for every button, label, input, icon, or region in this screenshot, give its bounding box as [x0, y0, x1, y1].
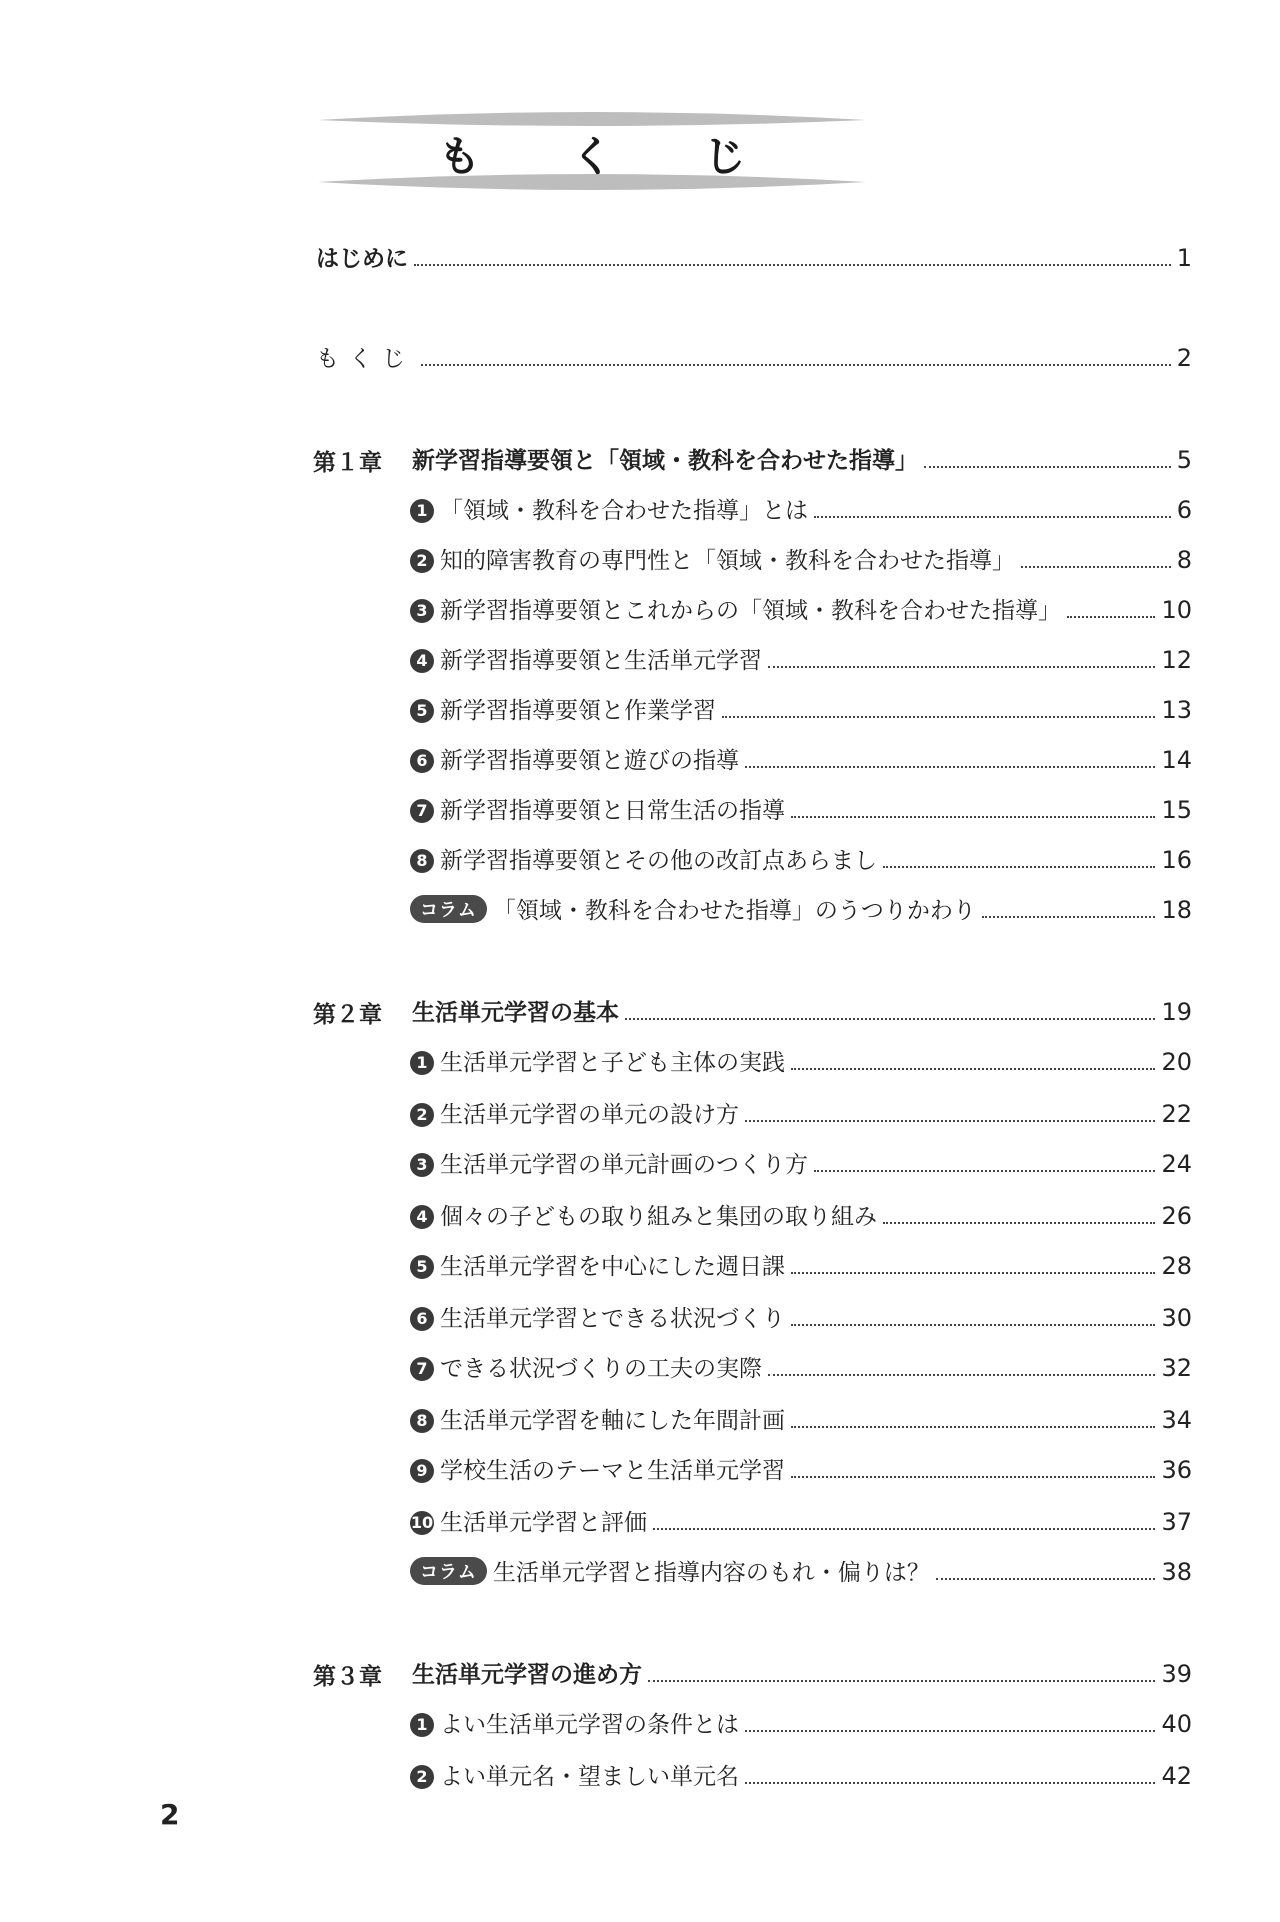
- circled-number-icon: 5: [410, 699, 434, 723]
- toc-entry-row: [0, 588, 1280, 628]
- toc-page-number: 36: [1161, 1456, 1192, 1484]
- toc-entry-row: [0, 688, 1280, 728]
- toc-entry-label: [410, 842, 877, 875]
- toc-entry-title: 生活単元学習と指導内容のもれ・偏りは？: [492, 1560, 930, 1586]
- circled-number-icon: 9: [410, 1459, 434, 1483]
- toc-entry-title: 生活単元学習の基本: [412, 1000, 619, 1026]
- toc-entry-row: [0, 638, 1280, 678]
- toc-entry-row: [0, 1244, 1280, 1284]
- toc-entry-title: 生活単元学習の単元の設け方: [440, 1102, 739, 1128]
- circled-number-icon: 8: [410, 1409, 434, 1433]
- toc-entry-title: 「領域・教科を合わせた指導」のうつりかわり: [492, 898, 976, 924]
- dot-leader: [768, 1374, 1155, 1376]
- column-badge: コラム: [410, 895, 487, 923]
- dot-leader: [791, 1426, 1155, 1428]
- toc-page-number: 30: [1161, 1304, 1192, 1332]
- toc-chapter-row: [0, 438, 1280, 478]
- toc-page-number: 12: [1161, 646, 1192, 674]
- toc-entry-label: [410, 542, 1015, 575]
- toc-entry-title: 「領域・教科を合わせた指導」とは: [440, 498, 808, 524]
- toc-entry-label: [410, 1096, 739, 1129]
- toc-entry-title: 新学習指導要領と生活単元学習: [440, 648, 762, 674]
- toc-entry-label: [410, 1198, 877, 1231]
- toc-page-number: 13: [1161, 696, 1192, 724]
- circled-number-icon: 2: [410, 1103, 434, 1127]
- toc-entry-row: [0, 1754, 1280, 1794]
- toc-entry-row: [0, 538, 1280, 578]
- toc-entry-title: 個々の子どもの取り組みと集団の取り組み: [440, 1204, 877, 1230]
- toc-page-number: 8: [1176, 546, 1192, 574]
- toc-entry-row: [0, 1092, 1280, 1132]
- toc-entry-title: 新学習指導要領と作業学習: [440, 698, 716, 724]
- toc-entry-title: 生活単元学習とできる状況づくり: [440, 1306, 785, 1332]
- dot-leader: [814, 1170, 1155, 1172]
- dot-leader: [791, 816, 1155, 818]
- toc-entry-label: [410, 642, 762, 675]
- chapter-number: 第３章: [313, 1664, 382, 1690]
- circled-number-icon: 4: [410, 649, 434, 673]
- toc-entry-title: よい単元名・望ましい単元名: [440, 1764, 739, 1790]
- toc-entry-label: [410, 1402, 785, 1435]
- toc-entry-row: [0, 788, 1280, 828]
- dot-leader: [653, 1528, 1155, 1530]
- circled-number-icon: 2: [410, 1765, 434, 1789]
- toc-entry-row: [0, 336, 1280, 376]
- toc-page-number: 39: [1161, 1660, 1192, 1688]
- page-title: も く じ: [438, 132, 784, 181]
- toc-entry-label: [410, 1300, 785, 1333]
- circled-number-icon: 5: [410, 1255, 434, 1279]
- toc-entry-label: [410, 742, 739, 775]
- dot-leader: [421, 364, 1171, 366]
- toc-page-number: 40: [1161, 1710, 1192, 1738]
- toc-entry-label: [410, 1146, 808, 1179]
- circled-number-icon: 8: [410, 849, 434, 873]
- circled-number-icon: 1: [410, 1713, 434, 1737]
- dot-leader: [745, 766, 1155, 768]
- toc-page-number: 14: [1161, 746, 1192, 774]
- toc-entry-title: 新学習指導要領と日常生活の指導: [440, 798, 785, 824]
- circled-number-icon: 1: [410, 1051, 434, 1075]
- toc-entry-title: 新学習指導要領と「領域・教科を合わせた指導」: [412, 448, 918, 474]
- dot-leader: [791, 1476, 1155, 1478]
- circled-number-icon: 6: [410, 749, 434, 773]
- toc-entry-label: [410, 1044, 785, 1077]
- toc-page-number: 24: [1161, 1150, 1192, 1178]
- dot-leader: [883, 866, 1155, 868]
- circled-number-icon: 3: [410, 599, 434, 623]
- dot-leader: [625, 1018, 1155, 1020]
- dot-leader: [883, 1222, 1155, 1224]
- toc-entry-row: [0, 1500, 1280, 1540]
- toc-entry-row: [0, 1550, 1280, 1590]
- toc-entry-label: [316, 340, 415, 373]
- toc-page-number: 1: [1176, 244, 1192, 272]
- circled-number-icon: 1: [410, 499, 434, 523]
- toc-page-number: 5: [1176, 446, 1192, 474]
- toc-page-number: 28: [1161, 1252, 1192, 1280]
- dot-leader: [791, 1272, 1155, 1274]
- dot-leader: [924, 466, 1171, 468]
- toc-entry-label: [410, 1758, 739, 1791]
- toc-entry-title: 生活単元学習の単元計画のつくり方: [440, 1152, 808, 1178]
- toc-page-number: 2: [1176, 344, 1192, 372]
- toc-page-number: 26: [1161, 1202, 1192, 1230]
- circled-number-icon: 4: [410, 1205, 434, 1229]
- dot-leader: [745, 1782, 1155, 1784]
- toc-entry-title: 新学習指導要領とこれからの「領域・教科を合わせた指導」: [440, 598, 1061, 624]
- chapter-number: 第１章: [313, 450, 382, 476]
- toc-page-number: 19: [1161, 998, 1192, 1026]
- toc-entry-row: [0, 838, 1280, 878]
- toc-entry-title: 生活単元学習の進め方: [412, 1662, 642, 1688]
- dot-leader: [722, 716, 1155, 718]
- toc-entry-label: [410, 1248, 785, 1281]
- toc-entry-row: [0, 1702, 1280, 1742]
- toc-entry-label: [410, 1554, 930, 1587]
- toc-entry-label: [410, 1706, 739, 1739]
- toc-chapter-row: [0, 1652, 1280, 1692]
- toc-entry-label: [410, 492, 808, 525]
- toc-entry-row: [0, 738, 1280, 778]
- toc-entry-row: [0, 1398, 1280, 1438]
- toc-page-number: 34: [1161, 1406, 1192, 1434]
- toc-entry-title: 新学習指導要領と遊びの指導: [440, 748, 739, 774]
- toc-entry-row: [0, 1346, 1280, 1386]
- circled-number-icon: 7: [410, 799, 434, 823]
- toc-entry-title: 知的障害教育の専門性と「領域・教科を合わせた指導」: [440, 548, 1015, 574]
- toc-page-number: 16: [1161, 846, 1192, 874]
- dot-leader: [791, 1324, 1155, 1326]
- toc-entry-row: [0, 236, 1280, 276]
- toc-entry-title: 生活単元学習を中心にした週日課: [440, 1254, 785, 1280]
- toc-entry-label: [410, 1504, 647, 1537]
- dot-leader: [414, 264, 1171, 266]
- toc-page-number: 18: [1161, 896, 1192, 924]
- toc-page-number: 10: [1161, 596, 1192, 624]
- toc-entry-label: [410, 892, 976, 925]
- toc-entry-row: [0, 1040, 1280, 1080]
- toc-entry-row: [0, 488, 1280, 528]
- circled-number-icon: 2: [410, 549, 434, 573]
- dot-leader: [791, 1068, 1155, 1070]
- dot-leader: [814, 516, 1171, 518]
- toc-page-number: 6: [1176, 496, 1192, 524]
- toc-entry-label: [410, 1452, 785, 1485]
- toc-entry-label: [410, 692, 716, 725]
- title-banner: [318, 110, 866, 194]
- dot-leader: [745, 1730, 1155, 1732]
- toc-entry-title: 新学習指導要領とその他の改訂点あらまし: [440, 848, 877, 874]
- chapter-number: 第２章: [313, 1002, 382, 1028]
- toc-entry-label: [412, 994, 619, 1027]
- toc-page-number: 20: [1161, 1048, 1192, 1076]
- toc-entry-title: 生活単元学習を軸にした年間計画: [440, 1408, 785, 1434]
- toc-entry-label: [412, 1656, 642, 1689]
- dot-leader: [936, 1578, 1156, 1580]
- toc-entry-title: はじめに: [316, 246, 408, 272]
- toc-chapter-row: [0, 990, 1280, 1030]
- toc-entry-label: [410, 1350, 762, 1383]
- toc-entry-title: 学校生活のテーマと生活単元学習: [440, 1458, 785, 1484]
- toc-entry-label: [410, 792, 785, 825]
- circled-number-icon: 10: [410, 1511, 434, 1535]
- toc-entry-row: [0, 1296, 1280, 1336]
- toc-page-number: 22: [1161, 1100, 1192, 1128]
- toc-entry-title: もくじ: [316, 346, 415, 372]
- column-badge: コラム: [410, 1557, 487, 1585]
- toc-entry-row: [0, 888, 1280, 928]
- toc-entry-title: 生活単元学習と子ども主体の実践: [440, 1050, 785, 1076]
- toc-entry-label: [316, 240, 408, 273]
- circled-number-icon: 6: [410, 1307, 434, 1331]
- toc-entry-row: [0, 1448, 1280, 1488]
- circled-number-icon: 3: [410, 1153, 434, 1177]
- toc-page-number: 32: [1161, 1354, 1192, 1382]
- dot-leader: [745, 1120, 1155, 1122]
- toc-entry-label: [410, 592, 1061, 625]
- toc-page-number: 42: [1161, 1762, 1192, 1790]
- toc-entry-row: [0, 1194, 1280, 1234]
- toc-entry-title: 生活単元学習と評価: [440, 1510, 647, 1536]
- toc-entry-title: よい生活単元学習の条件とは: [440, 1712, 739, 1738]
- toc-entry-title: できる状況づくりの工夫の実際: [440, 1356, 762, 1382]
- dot-leader: [1021, 566, 1171, 568]
- dot-leader: [982, 916, 1156, 918]
- toc-entry-row: [0, 1142, 1280, 1182]
- toc-entry-label: [412, 442, 918, 475]
- dot-leader: [648, 1680, 1155, 1682]
- dot-leader: [768, 666, 1155, 668]
- footer-page-number: 2: [160, 1798, 180, 1831]
- toc-page-number: 38: [1161, 1558, 1192, 1586]
- dot-leader: [1067, 616, 1155, 618]
- toc-page-number: 37: [1161, 1508, 1192, 1536]
- circled-number-icon: 7: [410, 1357, 434, 1381]
- toc-page-number: 15: [1161, 796, 1192, 824]
